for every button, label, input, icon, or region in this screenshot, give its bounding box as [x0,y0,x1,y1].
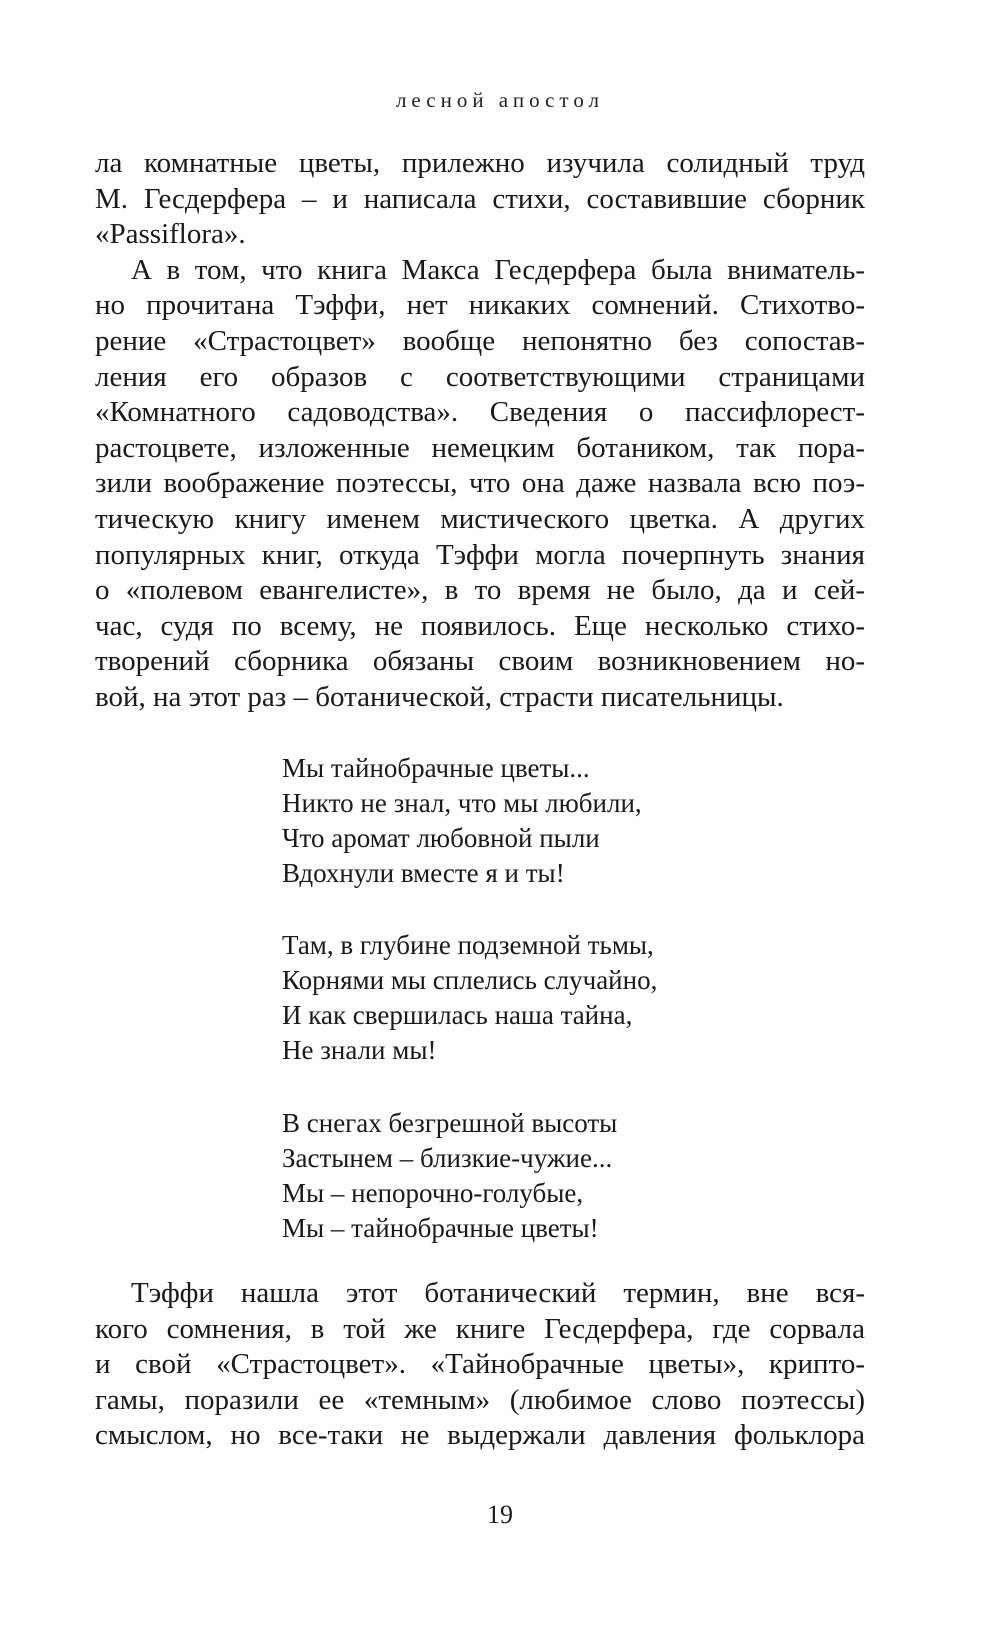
text-line: и свой «Страстоцвет». «Тайнобрачные цветы», крипто- [95,1348,865,1381]
verse-line: И как свершилась наша тайна, [282,1000,633,1030]
verse-line: Мы тайнобрачные цветы... [282,753,590,783]
verse-line: Застынем – близкие-чужие... [282,1143,613,1173]
verse-line: Мы – непорочно-голубые, [282,1178,584,1208]
text-line: ления его образов с соответствующими страницами [95,360,865,393]
poem-stanza-1 [282,751,642,891]
prose-block-bottom [95,1276,865,1454]
text-line: ла комнатные цветы, прилежно изучила солидный труд [95,147,865,179]
text-line: вой, на этот раз – ботанической, страсти писательницы. [95,680,784,713]
text-line: творений сборника обязаны своим возникновением но- [95,645,865,678]
text-line: но прочитана Тэффи, нет никаких сомнений. Стихотво- [95,289,865,322]
text-line: А в том, что книга Макса Гесдерфера была вниматель- [131,253,865,286]
text-line: тическую книгу именем мистического цветка. А других [95,502,865,535]
verse-line: Что аромат любовной пыли [282,823,600,853]
text-line: гамы, поразили ее «темным» (любимое слово поэтессы) [95,1383,865,1416]
text-line: зили воображение поэтессы, что она даже назвала всю поэ- [95,467,865,500]
verse-line: Корнями мы сплелись случайно, [282,965,658,995]
text-line: рение «Страстоцвет» вообще непонятно без сопостав- [95,324,865,357]
text-line: о «полевом евангелисте», в то время не было, да и сей- [95,574,865,607]
page-number: 19 [487,1500,513,1529]
verse-line: В снегах безгрешной высоты [282,1108,618,1138]
text-line: кого сомнения, в той же книге Гесдерфера, где сорвала [95,1312,865,1345]
verse-line: Никто не знал, что мы любили, [282,788,642,818]
poem-stanza-2 [282,928,657,1068]
poem-stanza-3 [282,1106,617,1246]
text-line: «Комнатного садоводства». Сведения о пассифлорест- [95,396,865,429]
text-line: смыслом, но все-таки не выдержали давления фольклора [95,1419,865,1452]
prose-block-top [95,146,865,716]
text-line: «Passiflora». [95,218,246,251]
text-line: час, судя по всему, не появилось. Еще несколько стихо- [95,609,865,642]
text-line: популярных книг, откуда Тэффи могла почерпнуть знания [95,538,865,571]
verse-line: Вдохнули вместе я и ты! [282,858,565,888]
verse-line: Мы – тайнобрачные цветы! [282,1213,599,1243]
verse-line: Не знали мы! [282,1035,437,1065]
running-head: лесной апостол [395,88,605,112]
text-line: М. Гесдерфера – и написала стихи, составившие сборник [95,182,865,215]
text-line: растоцвете, изложенные немецким ботаником, так пора- [95,431,865,464]
verse-line: Там, в глубине подземной тьмы, [282,930,654,960]
text-line: Тэффи нашла этот ботанический термин, вне вся- [131,1277,865,1309]
